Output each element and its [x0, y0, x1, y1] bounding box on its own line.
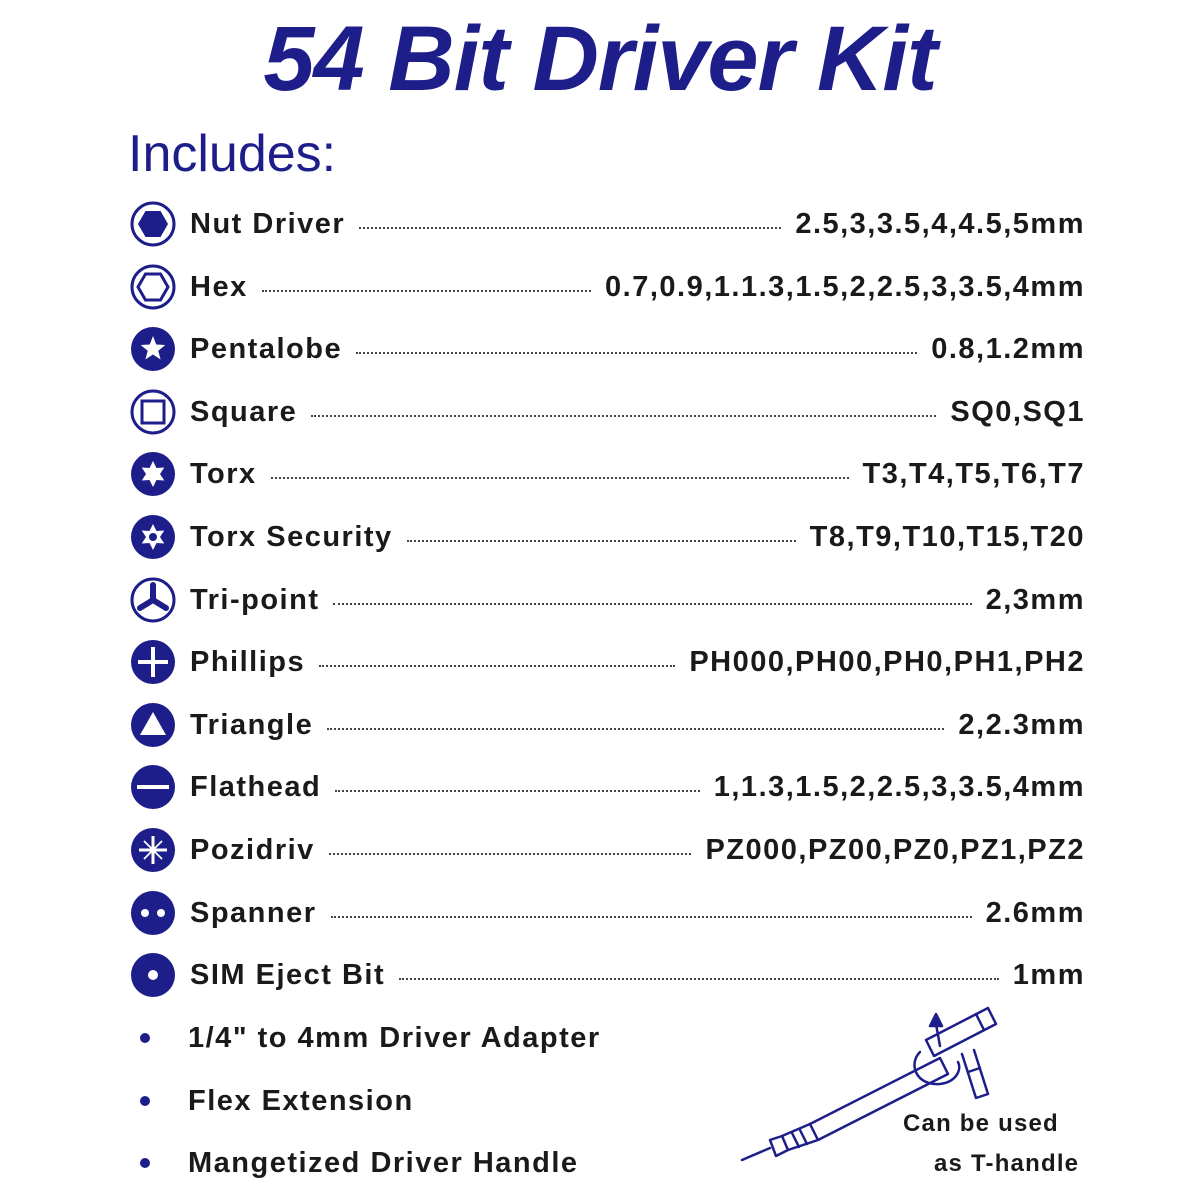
bit-row — [130, 262, 1085, 312]
bit-name: Square — [190, 395, 298, 428]
bit-name: Torx Security — [190, 520, 393, 553]
bit-sizes: 2.6mm — [985, 896, 1085, 929]
bit-sizes: PZ000,PZ00,PZ0,PZ1,PZ2 — [705, 833, 1085, 866]
bit-name: SIM Eject Bit — [190, 958, 386, 991]
bit-row — [130, 888, 1085, 938]
dot-leader — [327, 728, 944, 730]
bit-sizes: SQ0,SQ1 — [950, 395, 1085, 428]
bit-row — [130, 637, 1085, 687]
extra-item — [140, 1016, 601, 1060]
bit-row — [130, 512, 1085, 562]
bullet-icon — [140, 1033, 150, 1043]
torx-star-icon — [130, 451, 176, 497]
bit-sizes: T3,T4,T5,T6,T7 — [862, 457, 1085, 490]
torx-security-icon — [130, 514, 176, 560]
extra-item — [140, 1141, 579, 1185]
dot-leader — [331, 916, 972, 918]
phillips-cross-icon — [130, 639, 176, 685]
extra-item-label: Mangetized Driver Handle — [188, 1146, 579, 1179]
spanner-icon — [130, 890, 176, 936]
bit-name: Spanner — [190, 896, 317, 929]
bit-row — [130, 199, 1085, 249]
sim-eject-icon — [130, 952, 176, 998]
bullet-icon — [140, 1158, 150, 1168]
dot-leader — [359, 227, 781, 229]
dot-leader — [329, 853, 692, 855]
bit-sizes: PH000,PH00,PH0,PH1,PH2 — [689, 645, 1085, 678]
bit-sizes: 2.5,3,3.5,4,4.5,5mm — [795, 207, 1085, 240]
tri-point-icon — [130, 577, 176, 623]
bit-name: Tri-point — [190, 583, 320, 616]
extra-item — [140, 1079, 414, 1123]
dot-leader — [333, 603, 971, 605]
bit-row — [130, 324, 1085, 374]
extra-item-label: 1/4" to 4mm Driver Adapter — [188, 1021, 601, 1054]
dot-leader — [399, 978, 999, 980]
square-icon — [130, 389, 176, 435]
dot-leader — [262, 290, 591, 292]
bit-name: Triangle — [190, 708, 314, 741]
bit-sizes: 1,1.3,1.5,2,2.5,3,3.5,4mm — [713, 770, 1085, 803]
bit-name: Hex — [190, 270, 248, 303]
bit-row — [130, 387, 1085, 437]
bit-sizes: 0.7,0.9,1.1.3,1.5,2,2.5,3,3.5,4mm — [605, 270, 1085, 303]
bit-name: Torx — [190, 457, 257, 490]
bit-name: Flathead — [190, 770, 322, 803]
bit-row — [130, 825, 1085, 875]
bit-sizes: 2,3mm — [985, 583, 1085, 616]
dot-leader — [319, 665, 675, 667]
bit-sizes: 2,2.3mm — [958, 708, 1085, 741]
flathead-icon — [130, 764, 176, 810]
page-title: 54 Bit Driver Kit — [263, 8, 937, 110]
hexagon-filled-icon — [130, 201, 176, 247]
dot-leader — [407, 540, 796, 542]
hexagon-outline-icon — [130, 264, 176, 310]
dot-leader — [335, 790, 700, 792]
bullet-icon — [140, 1096, 150, 1106]
bit-name: Nut Driver — [190, 207, 346, 240]
bit-name: Pozidriv — [190, 833, 315, 866]
bit-sizes: 1mm — [1012, 958, 1085, 991]
extra-item-label: Flex Extension — [188, 1084, 414, 1117]
bit-row — [130, 762, 1085, 812]
t-handle-note-line1: Can be used — [903, 1110, 1059, 1137]
dot-leader — [271, 477, 849, 479]
pentalobe-star-icon — [130, 326, 176, 372]
pozidriv-icon — [130, 827, 176, 873]
t-handle-note-line2: as T-handle — [934, 1150, 1080, 1177]
bit-sizes: 0.8,1.2mm — [931, 332, 1085, 365]
dot-leader — [356, 352, 917, 354]
bit-row — [130, 449, 1085, 499]
bit-row — [130, 950, 1085, 1000]
bit-name: Pentalobe — [190, 332, 343, 365]
triangle-icon — [130, 702, 176, 748]
bit-name: Phillips — [190, 645, 306, 678]
includes-heading: Includes: — [128, 125, 337, 183]
bit-row — [130, 575, 1085, 625]
bit-sizes: T8,T9,T10,T15,T20 — [809, 520, 1085, 553]
bit-row — [130, 700, 1085, 750]
dot-leader — [311, 415, 936, 417]
